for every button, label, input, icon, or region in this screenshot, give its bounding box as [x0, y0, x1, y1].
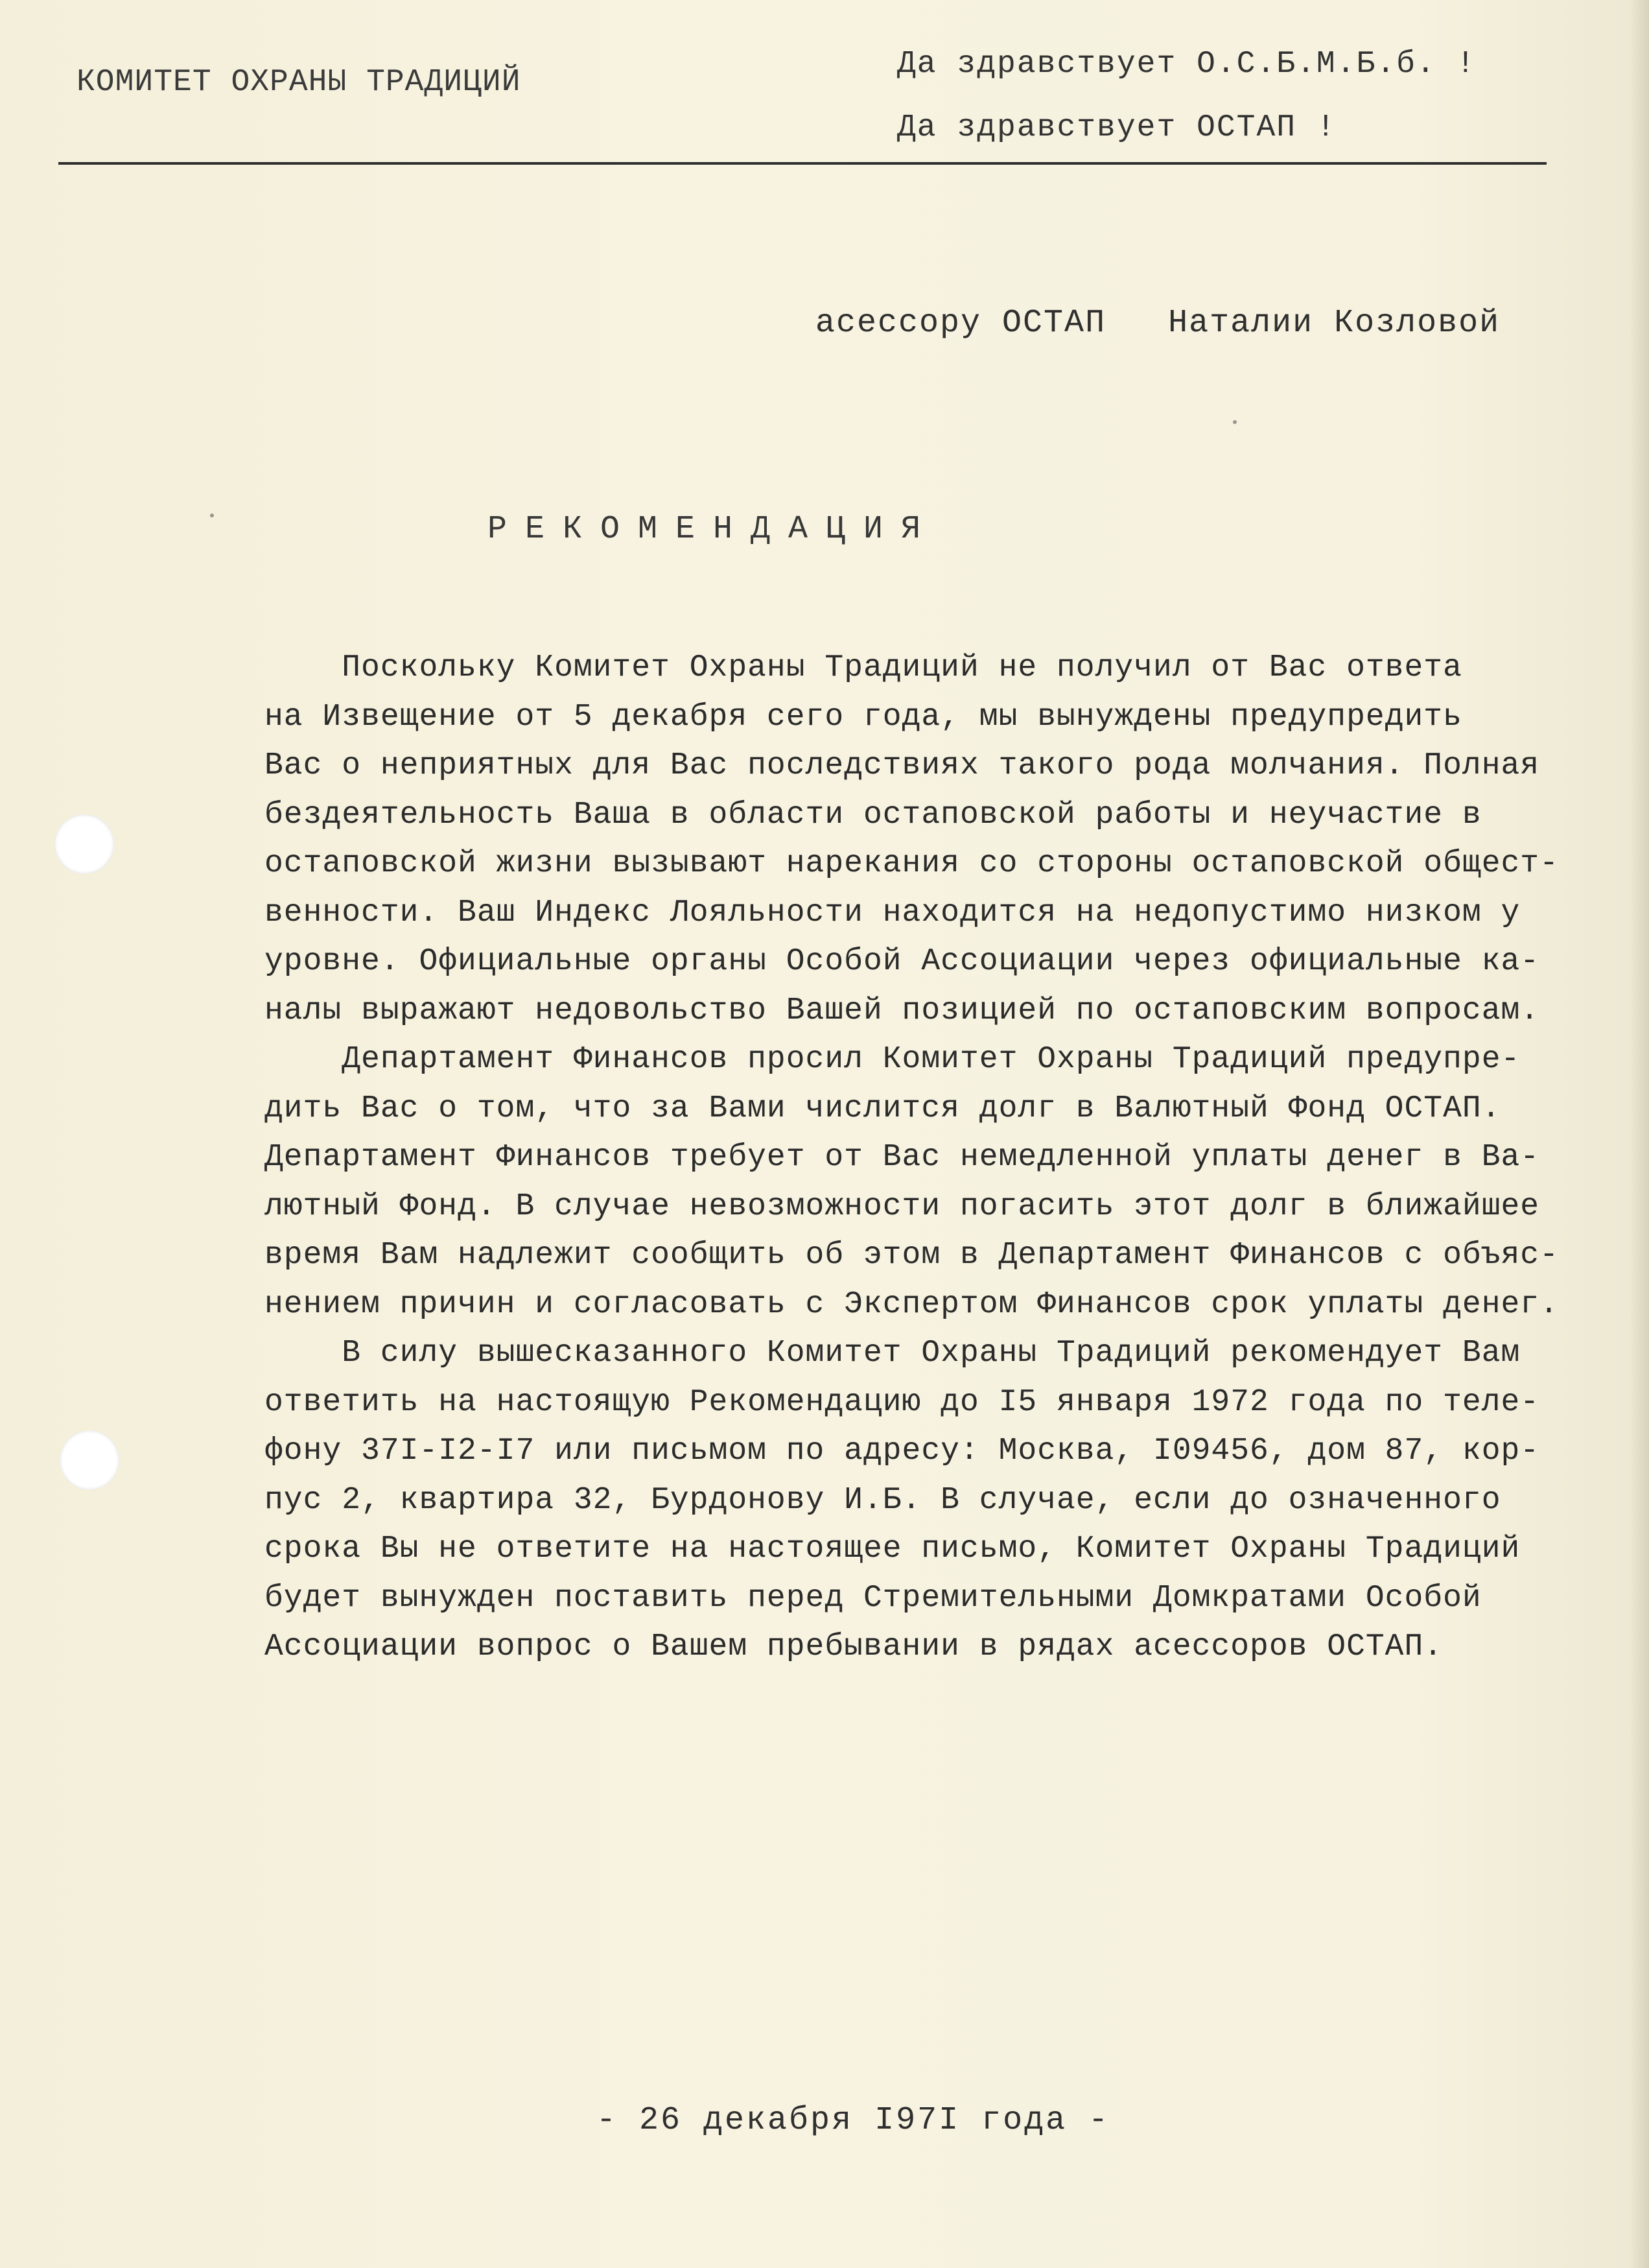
- body-line: фону 37I-I2-I7 или письмом по адресу: Москва, I09456, дом 87, кор-: [264, 1434, 1540, 1469]
- document-title: РЕКОМЕНДАЦИЯ: [487, 511, 939, 548]
- body-line: бездеятельность Ваша в области остаповской работы и неучастие в: [264, 797, 1482, 833]
- body-text: [264, 644, 1606, 1672]
- body-line: Вас о неприятных для Вас последствиях такого рода молчания. Полная: [264, 748, 1540, 783]
- body-line: ответить на настоящую Рекомендацию до I5 января 1972 года по теле-: [264, 1384, 1540, 1420]
- body-line: венности. Ваш Индекс Лояльности находится на недопустимо низком у: [264, 895, 1521, 930]
- motto-line-2: Да здравствует ОСТАП !: [897, 110, 1337, 145]
- document-date: - 26 декабря I97I года -: [596, 2102, 1110, 2139]
- body-line: уровне. Официальные органы Особой Ассоциации через официальные ка-: [264, 944, 1540, 979]
- body-line: время Вам надлежит сообщить об этом в Департамент Финансов с объяс-: [264, 1238, 1559, 1273]
- motto-line-1: Да здравствует О.С.Б.М.Б.б. !: [897, 47, 1477, 82]
- ink-speck: [1233, 420, 1237, 424]
- ink-speck: [210, 514, 214, 517]
- body-line: будет вынужден поставить перед Стремительными Домкратами Особой: [264, 1580, 1482, 1616]
- body-line: Ассоциации вопрос о Вашем пребывании в рядах асессоров ОСТАП.: [264, 1629, 1444, 1664]
- body-line: налы выражают недовольство Вашей позицией по остаповским вопросам.: [264, 993, 1540, 1028]
- page-edge-shadow: [1630, 0, 1649, 2268]
- body-line: остаповской жизни вызывают нарекания со стороны остаповской общест-: [264, 846, 1559, 881]
- addressee: асессору ОСТАП Наталии Козловой: [815, 305, 1501, 342]
- body-line: Департамент Финансов просил Комитет Охраны Традиций предупре-: [264, 1042, 1521, 1077]
- header-rule: [58, 162, 1547, 165]
- organization-name: КОМИТЕТ ОХРАНЫ ТРАДИЦИЙ: [76, 65, 521, 100]
- body-line: на Извещение от 5 декабря сего года, мы вынуждены предупредить: [264, 699, 1462, 735]
- body-line: В силу вышесказанного Комитет Охраны Традиций рекомендует Вам: [264, 1336, 1521, 1371]
- body-line: дить Вас о том, что за Вами числится долг в Валютный Фонд ОСТАП.: [264, 1091, 1501, 1126]
- body-line: пус 2, квартира 32, Бурдонову И.Б. В случае, если до означенного: [264, 1482, 1501, 1518]
- body-line: нением причин и согласовать с Экспертом Финансов срок уплаты денег.: [264, 1286, 1559, 1322]
- punch-hole: [54, 814, 114, 874]
- body-line: Поскольку Комитет Охраны Традиций не получил от Вас ответа: [264, 650, 1462, 685]
- body-line: лютный Фонд. В случае невозможности погасить этот долг в ближайшее: [264, 1188, 1540, 1224]
- punch-hole: [60, 1430, 119, 1490]
- body-line: срока Вы не ответите на настоящее письмо, Комитет Охраны Традиций: [264, 1531, 1521, 1566]
- body-line: Департамент Финансов требует от Вас немедленной уплаты денег в Ва-: [264, 1140, 1540, 1175]
